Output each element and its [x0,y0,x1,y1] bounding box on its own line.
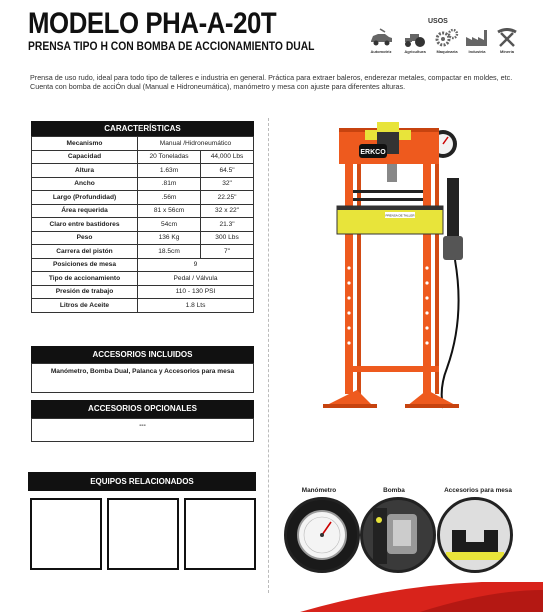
spec-value: Manual /Hidroneumático [138,137,254,151]
related-product-3[interactable] [184,498,256,570]
brand-logo: ERKCO [360,149,386,156]
spec-value-metric: .81m [138,177,201,191]
spec-row [32,191,254,205]
spec-row [32,164,254,178]
press-image [315,118,490,423]
uso-label: Agricultura [404,49,426,54]
specs-title: CARACTERÍSTICAS [31,121,254,136]
spec-value: 1.8 Lts [138,299,254,313]
spec-value-imperial: 22.25" [201,191,254,205]
uso-label: Industria [468,49,486,54]
spec-row [32,177,254,191]
spec-value-metric: 81 x 56cm [138,204,201,218]
spec-value-metric: .56m [138,191,201,205]
spec-label: Mecanismo [32,137,138,151]
related-product-1[interactable] [30,498,102,570]
spec-row [32,137,254,151]
accesorios-opcionales-text: --- [31,418,254,442]
spec-value-imperial: 64.5" [201,164,254,178]
spec-value-metric: 18.5cm [138,245,201,259]
spec-label: Altura [32,164,138,178]
uso-agricultura [398,28,432,54]
usos-title: USOS [428,18,448,25]
spec-value-imperial: 32" [201,177,254,191]
spec-label: Claro entre bastidores [32,218,138,232]
spec-label: Presión de trabajo [32,285,138,299]
accesorios-incluidos-title: ACCESORIOS INCLUIDOS [31,346,254,363]
accesorios-opcionales-title: ACCESORIOS OPCIONALES [31,400,254,418]
mining-icon [494,28,520,48]
acc-label-mesa: Accesorios para mesa [444,487,512,494]
spec-label: Litros de Aceite [32,299,138,313]
spec-row [32,299,254,313]
tractor-icon [402,28,428,48]
spec-value-imperial: 21.3" [201,218,254,232]
acc-label-bomba: Bomba [383,487,405,494]
spec-value-imperial: 44,000 Lbs [201,150,254,164]
spec-label: Carrera del pistón [32,245,138,259]
spec-row [32,150,254,164]
page-subtitle: PRENSA TIPO H CON BOMBA DE ACCIONAMIENTO DUAL [28,39,315,53]
spec-label: Peso [32,231,138,245]
spec-value-metric: 136 Kg [138,231,201,245]
factory-icon [464,28,490,48]
uso-mineria [490,28,524,54]
accesorios-incluidos-text: Manómetro, Bomba Dual, Palanca y Accesorios para mesa [31,363,254,393]
spec-value-metric: 54cm [138,218,201,232]
uso-industria [460,28,494,54]
accesorios-mesa-photo [437,497,513,573]
spec-label: Posiciones de mesa [32,258,138,272]
spec-row [32,258,254,272]
spec-row [32,245,254,259]
spec-label: Ancho [32,177,138,191]
bomba-photo [360,497,436,573]
car-icon [368,28,394,48]
divider [268,118,269,593]
spec-row [32,218,254,232]
spec-row [32,285,254,299]
spec-value-imperial: 7" [201,245,254,259]
spec-label: Largo (Profundidad) [32,191,138,205]
uso-label: Automotriz [370,49,392,54]
product-plate: PRENSA DE TALLER [385,213,415,218]
spec-value-metric: 1.63m [138,164,201,178]
acc-label-manometro: Manómetro [301,487,337,494]
spec-label: Capacidad [32,150,138,164]
page-title: MODELO PHA-A-20T [28,7,277,40]
specs-table [31,136,254,313]
manometro-photo [284,497,360,573]
spec-value-metric: 20 Toneladas [138,150,201,164]
spec-row [32,204,254,218]
related-product-2[interactable] [107,498,179,570]
spec-row [32,272,254,286]
uso-automotriz [364,28,398,54]
spec-value: Pedal / Válvula [138,272,254,286]
spec-value: 110 - 130 PSI [138,285,254,299]
uso-label: Minería [499,49,514,54]
spec-value: 9 [138,258,254,272]
footer-swoosh [300,582,543,612]
equipos-title: EQUIPOS RELACIONADOS [28,472,256,491]
uso-maquinaria [430,28,464,54]
spec-label: Tipo de accionamiento [32,272,138,286]
spec-value-imperial: 300 Lbs [201,231,254,245]
uso-label: Maquinaria [436,49,458,54]
description: Prensa de uso rudo, ideal para todo tipo de talleres e industria en general. Práctica para extraer baleros, enderezar metales, compactar en moldes, etc. Cuenta con bomba de acciÓn dual (Manual e Hidroneumática), manómetro y mesa con ajuste para diferentes alturas. [30,73,513,92]
spec-value-imperial: 32 x 22" [201,204,254,218]
spec-label: Área requerida [32,204,138,218]
spec-row [32,231,254,245]
gears-icon [434,28,460,48]
